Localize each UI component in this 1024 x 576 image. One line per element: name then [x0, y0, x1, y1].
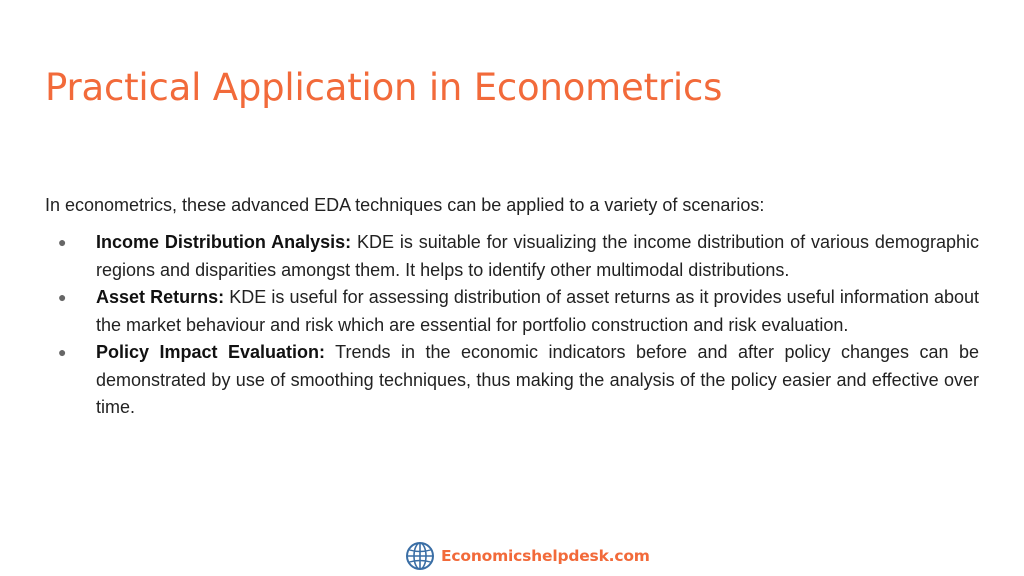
bullet-term: Asset Returns: [96, 287, 225, 307]
bullet-term: Policy Impact Evaluation: [96, 342, 325, 362]
bullet-icon: ● [58, 344, 67, 360]
slide-title: Practical Application in Econometrics [45, 66, 723, 109]
list-item [45, 339, 979, 422]
bullet-term: Income Distribution Analysis: [96, 232, 352, 252]
bullet-icon: ● [58, 289, 67, 305]
list-item [45, 229, 979, 284]
bullet-text: Trends in the economic indicators before and after policy changes can be demonstrated by use of smoothing techniques, thus making the analysis of the policy easier and effective over time. [96, 342, 979, 417]
list-item [45, 284, 979, 339]
intro-text: In econometrics, these advanced EDA techniques can be applied to a variety of scenarios: [45, 195, 765, 215]
bullet-icon: ● [58, 234, 67, 250]
logo-text[interactable]: Economicshelpdesk.com [441, 547, 650, 565]
bullet-list [45, 229, 979, 422]
footer-logo [405, 540, 650, 572]
bullet-text: KDE is suitable for visualizing the income distribution of various demographic regions and disparities amongst them. It helps to identify other multimodal distributions. [96, 232, 979, 280]
globe-icon [405, 541, 435, 571]
bullet-text: KDE is useful for assessing distribution of asset returns as it provides useful information about the market behaviour and risk which are essential for portfolio construction and risk evaluation. [96, 287, 980, 335]
